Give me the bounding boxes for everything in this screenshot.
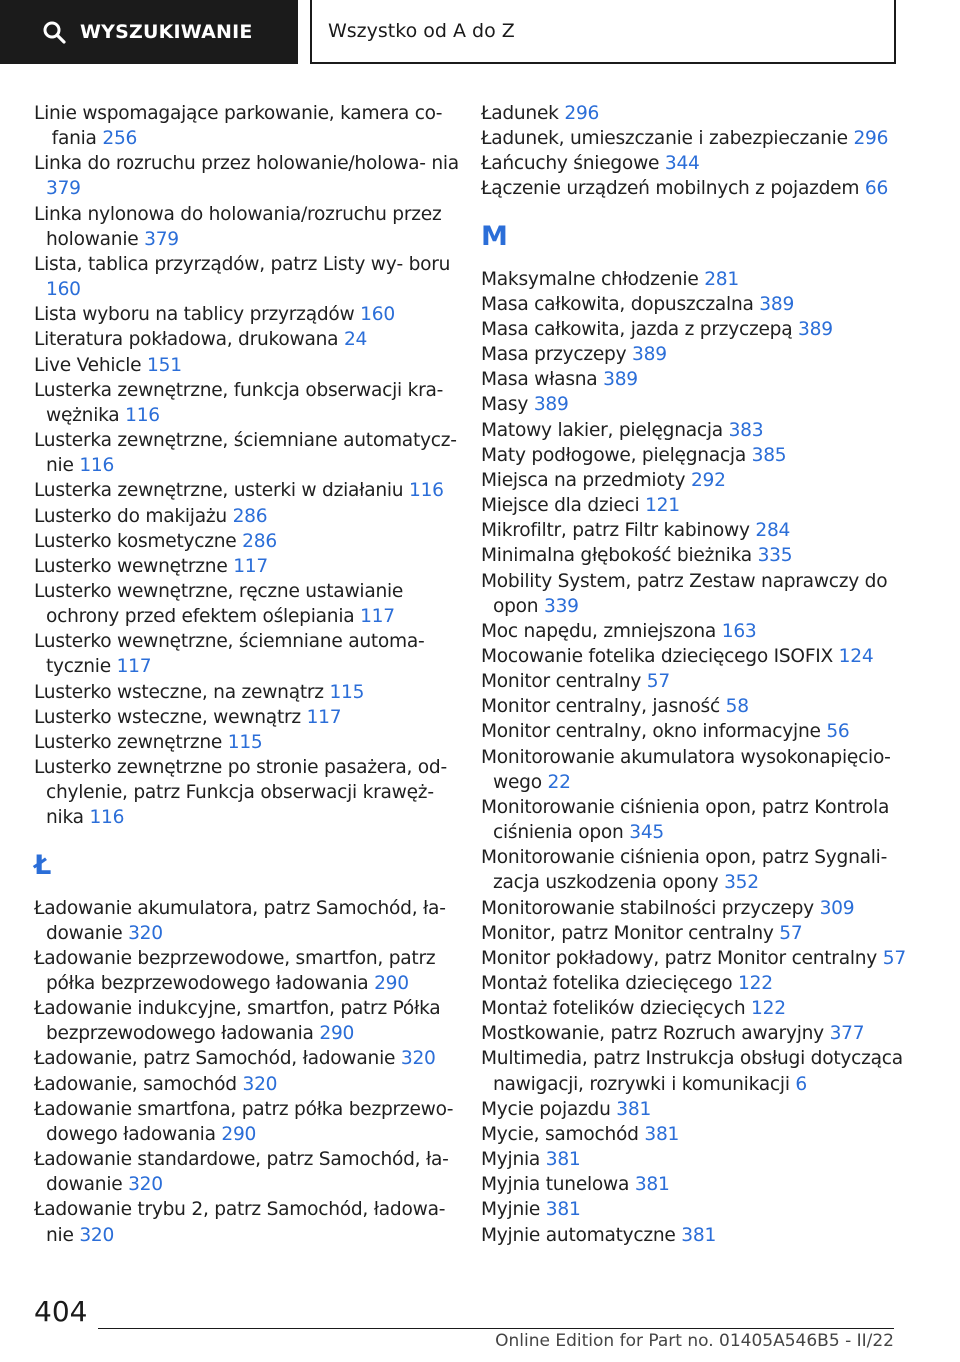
footer-divider (98, 1328, 894, 1329)
page-link[interactable]: 385 (751, 444, 787, 466)
index-entry (34, 680, 464, 705)
index-entry-text: Ładowanie bezprzewodowe, smartfon, patrz półka bezprzewodowego ładowania (34, 947, 436, 994)
index-entry-text: Mycie, samochód (481, 1123, 639, 1145)
index-entry (481, 619, 911, 644)
page-number: 404 (34, 1295, 88, 1328)
index-entry (481, 443, 911, 468)
page-link[interactable]: 389 (759, 293, 795, 315)
index-entry (34, 101, 464, 151)
index-entry (481, 342, 911, 367)
edition-footer: Online Edition for Part no. 01405A546B5 - II/22 (495, 1331, 894, 1351)
page-link[interactable]: 163 (721, 620, 757, 642)
index-entry-text: Monitorowanie stabilności przyczepy (481, 897, 814, 919)
index-entry-text: Mycie pojazdu (481, 1098, 611, 1120)
page-link[interactable]: 379 (46, 178, 81, 200)
index-entry-text: Literatura pokładowa, drukowana (34, 329, 339, 351)
index-entry (481, 795, 911, 845)
index-entry-text: Masy (481, 394, 529, 416)
index-entry (481, 126, 911, 151)
index-entry (481, 1021, 911, 1046)
index-entry (34, 554, 464, 579)
page-link[interactable]: 345 (629, 822, 664, 844)
page-link[interactable]: 389 (603, 369, 638, 391)
index-entry-text: Ładunek (481, 103, 559, 124)
page-link[interactable]: 117 (233, 555, 268, 577)
page-link[interactable]: 117 (360, 606, 395, 628)
index-entry-text: Łączenie urządzeń mobilnych z pojazdem (481, 178, 860, 200)
index-entry (481, 493, 911, 518)
index-entry-text: Lusterko zewnętrzne po stronie pasażera, od‐ chylenie, patrz Funkcja obserwacji krawęż‐ nika (34, 757, 447, 829)
index-entry (34, 327, 464, 352)
page-link[interactable]: 335 (757, 545, 793, 567)
index-entry (34, 151, 464, 201)
index-entry-text: Monitor centralny, jasność (481, 696, 720, 718)
page-link[interactable]: 389 (533, 394, 569, 416)
index-entry-text: Ładowanie standardowe, patrz Samochód, ła‐ dowanie (34, 1149, 449, 1196)
page-link[interactable]: 320 (128, 922, 163, 944)
index-entry-text: Mostkowanie, patrz Rozruch awaryjny (481, 1023, 824, 1045)
index-entry (34, 504, 464, 529)
page-link[interactable]: 320 (128, 1174, 163, 1196)
index-entry (34, 378, 464, 428)
index-entry (34, 1197, 464, 1247)
index-entry-text: Lusterko wewnętrzne, ściemniane automa‐ tycznie (34, 631, 425, 678)
index-entry (481, 267, 911, 292)
page-link[interactable]: 151 (147, 354, 182, 376)
page-link[interactable]: 389 (632, 344, 667, 366)
index-entry-text: Mocowanie fotelika dziecięcego ISOFIX (481, 645, 833, 667)
index-entry-text: Lusterko zewnętrzne (34, 731, 223, 753)
index-tab[interactable] (310, 0, 896, 64)
index-entry (481, 317, 911, 342)
index-entry-text: Ładowanie akumulatora, patrz Samochód, ła‐ dowanie (34, 897, 446, 944)
index-entry-text: Myjnie automatyczne (481, 1224, 676, 1246)
page-link[interactable]: 66 (864, 178, 889, 200)
index-entry (481, 971, 911, 996)
index-entry (34, 1072, 464, 1097)
page-link[interactable]: 22 (547, 771, 571, 793)
index-entry (34, 629, 464, 679)
page-link[interactable]: 286 (232, 505, 268, 527)
index-entry (34, 529, 464, 554)
index-entry-text: Lista, tablica przyrządów, patrz Listy wy‐ boru (34, 253, 451, 275)
index-entry (481, 644, 911, 669)
index-entry (481, 669, 911, 694)
index-entry-text: Lusterko wewnętrzne (34, 555, 228, 577)
index-entry (34, 302, 464, 327)
index-entry-text: Lusterko wsteczne, wewnątrz (34, 706, 301, 728)
page-link[interactable]: 383 (728, 419, 764, 441)
page-link[interactable]: 160 (360, 304, 395, 326)
index-entry-text: Myjnia (481, 1149, 541, 1171)
page-link[interactable]: 320 (400, 1048, 436, 1070)
page-link[interactable]: 56 (826, 721, 850, 743)
index-entry (481, 101, 911, 126)
index-entry-text: Masa całkowita, jazda z przyczepą (481, 318, 793, 340)
index-entry-text: Ładowanie, samochód (34, 1073, 237, 1095)
index-entry (34, 579, 464, 629)
page-link[interactable]: 352 (724, 872, 759, 894)
index-entry-text: Lusterko wsteczne, na zewnątrz (34, 681, 324, 703)
page-link[interactable]: 290 (374, 973, 409, 994)
index-entry (481, 1147, 911, 1172)
page-link[interactable]: 381 (616, 1098, 652, 1120)
index-entry-text: Monitorowanie ciśnienia opon, patrz Kontrola ciśnienia opon (481, 796, 890, 844)
index-entry-text: Miejsce dla dzieci (481, 495, 640, 517)
index-entry-text: Linka do rozruchu przez holowanie/holowa‐ nia (34, 153, 459, 175)
page-link[interactable]: 117 (306, 706, 342, 728)
index-entry-text: Maty podłogowe, pielęgnacja (481, 444, 746, 466)
page-link[interactable]: 389 (798, 318, 833, 340)
index-tab-label: Wszystko od A do Z (328, 20, 515, 42)
index-entry (34, 946, 464, 996)
index-entry (481, 719, 911, 744)
page-link[interactable]: 379 (144, 228, 179, 250)
page-link[interactable]: 292 (690, 469, 726, 491)
index-entry (34, 1046, 464, 1071)
page-link[interactable]: 256 (102, 128, 138, 150)
index-entry-text: Monitor pokładowy, patrz Monitor centralny (481, 947, 878, 969)
page-link[interactable]: 296 (853, 128, 889, 150)
page-link[interactable]: 116 (79, 455, 115, 477)
page-link[interactable]: 57 (882, 947, 906, 969)
index-entry-text: Lusterka zewnętrzne, usterki w działaniu (34, 480, 404, 502)
index-entry-text: Lusterka zewnętrzne, funkcja obserwacji kra‐ wężnika (34, 379, 444, 426)
index-entry-text: Myjnie (481, 1199, 541, 1221)
index-entry (481, 1197, 911, 1222)
index-entry (481, 176, 911, 201)
page-link[interactable]: 115 (227, 731, 263, 753)
index-entry-text: Monitorowanie akumulatora wysokonapięcio‐ wego (481, 746, 891, 793)
page-link[interactable]: 281 (704, 268, 739, 290)
index-entry-text: Linka nylonowa do holowania/rozruchu przez holowanie (34, 203, 442, 250)
index-entry (481, 1122, 911, 1147)
index-entry-text: Łańcuchy śniegowe (481, 153, 660, 175)
page-link[interactable]: 320 (242, 1073, 278, 1095)
index-entry (34, 1097, 464, 1147)
index-column-left (34, 101, 464, 1248)
index-entry-text: Masa przyczepy (481, 344, 627, 366)
page-link[interactable]: 116 (89, 807, 125, 829)
index-entry-text: Lusterko kosmetyczne (34, 530, 237, 552)
page-link[interactable]: 381 (545, 1199, 581, 1221)
page-link[interactable]: 122 (738, 973, 773, 994)
index-entry-text: Live Vehicle (34, 354, 142, 376)
index-entry-text: Ładowanie indukcyjne, smartfon, patrz Półka bezprzewodowego ładowania (34, 998, 441, 1045)
index-entry-text: Lusterka zewnętrzne, ściemniane automatycz‐ nie (34, 430, 457, 477)
page-link[interactable]: 381 (545, 1149, 581, 1171)
index-entry (481, 921, 911, 946)
index-entry (481, 468, 911, 493)
index-entry-text: Mikrofiltr, patrz Filtr kabinowy (481, 520, 750, 542)
index-entry (481, 996, 911, 1021)
page-link[interactable]: 381 (644, 1123, 680, 1145)
page-link[interactable]: 121 (645, 495, 680, 517)
index-entry-text: Lusterko do makijażu (34, 505, 227, 527)
index-entry-text: Mobility System, patrz Zestaw naprawczy do opon (481, 570, 888, 617)
page-link[interactable]: 381 (681, 1224, 717, 1246)
index-entry-text: Multimedia, patrz Instrukcja obsługi dotycząca nawigacji, rozrywki i komunikacji (481, 1048, 903, 1095)
page-link[interactable]: 377 (829, 1023, 865, 1045)
index-entry-text: Ładowanie smartfona, patrz półka bezprzewo‐ dowego ładowania (34, 1098, 454, 1145)
page-link[interactable]: 381 (634, 1174, 670, 1196)
index-entry (481, 946, 911, 971)
index-entry (481, 543, 911, 568)
page-link[interactable]: 6 (795, 1073, 808, 1095)
top-navigation (0, 0, 960, 66)
index-entry-text: Maksymalne chłodzenie (481, 268, 699, 290)
index-entry (34, 996, 464, 1046)
page-link[interactable]: 124 (838, 645, 874, 667)
index-entry (34, 755, 464, 830)
index-entry (34, 428, 464, 478)
page-link[interactable]: 296 (564, 103, 600, 124)
index-entry-text: Masa całkowita, dopuszczalna (481, 293, 754, 315)
index-entry-text: Minimalna głębokość bieżnika (481, 545, 752, 567)
index-entry-text: Montaż fotelika dziecięcego (481, 973, 733, 994)
index-entry-text: Miejsca na przedmioty (481, 469, 686, 491)
index-entry-text: Montaż fotelików dziecięcych (481, 998, 746, 1020)
page-link[interactable]: 24 (343, 329, 368, 351)
index-entry (481, 745, 911, 795)
index-entry (34, 730, 464, 755)
index-entry (34, 705, 464, 730)
page-link[interactable]: 57 (646, 671, 670, 693)
section-letter: M (481, 220, 508, 252)
page-link[interactable]: 116 (409, 480, 444, 502)
page-link[interactable]: 115 (329, 681, 365, 703)
index-entry (481, 292, 911, 317)
index-entry (481, 418, 911, 443)
page-link[interactable]: 57 (779, 922, 803, 944)
index-entry (481, 1223, 911, 1248)
page-link[interactable]: 284 (755, 520, 791, 542)
index-entry (34, 478, 464, 503)
index-entry-text: Linie wspomagające parkowanie, kamera co‐ fania (34, 103, 443, 150)
index-entry (34, 1147, 464, 1197)
page-link[interactable]: 290 (319, 1023, 355, 1045)
page-link[interactable]: 339 (544, 595, 579, 617)
search-label: WYSZUKIWANIE (80, 21, 253, 43)
index-entry-text: Monitor centralny, okno informacyjne (481, 721, 821, 743)
index-entry (34, 353, 464, 378)
index-entry (481, 896, 911, 921)
index-column-right (481, 101, 911, 1248)
index-entry-text: Matowy lakier, pielęgnacja (481, 419, 723, 441)
index-entry (481, 1046, 911, 1096)
index-entry-text: Lista wyboru na tablicy przyrządów (34, 304, 355, 326)
index-entry-text: Myjnia tunelowa (481, 1174, 630, 1196)
index-entry-text: Ładowanie, patrz Samochód, ładowanie (34, 1048, 396, 1070)
index-entry (481, 151, 911, 176)
index-entry-text: Moc napędu, zmniejszona (481, 620, 717, 642)
index-entry (481, 569, 911, 619)
index-entry-text: Lusterko wewnętrzne, ręczne ustawianie ochrony przed efektem oślepiania (34, 580, 404, 628)
page-link[interactable]: 58 (725, 696, 749, 718)
index-entry (481, 845, 911, 895)
index-entry (481, 694, 911, 719)
page-link[interactable]: 286 (242, 530, 277, 552)
index-entry (34, 202, 464, 252)
index-entry (34, 252, 464, 302)
page-link[interactable]: 309 (819, 897, 855, 919)
page-link[interactable]: 117 (116, 656, 152, 678)
index-entry (481, 1172, 911, 1197)
index-entry-text: Monitor centralny (481, 671, 642, 693)
index-entry (481, 1097, 911, 1122)
index-entry-text: Monitorowanie ciśnienia opon, patrz Sygnali‐ zacja uszkodzenia opony (481, 847, 888, 894)
index-entry-text: Masa własna (481, 369, 598, 391)
page-link[interactable]: 344 (664, 153, 700, 175)
page-link[interactable]: 160 (46, 279, 81, 301)
index-entry (34, 896, 464, 946)
page-link[interactable]: 122 (751, 998, 786, 1020)
index-entry (481, 518, 911, 543)
page-link[interactable]: 290 (221, 1123, 257, 1145)
index-entry (481, 367, 911, 392)
index-entry-text: Ładowanie trybu 2, patrz Samochód, ładowa‐ nie (34, 1199, 446, 1246)
section-letter: Ł (34, 849, 52, 881)
search-button[interactable] (0, 0, 298, 64)
index-entry-text: Ładunek, umieszczanie i zabezpieczanie (481, 128, 848, 150)
index-entry (481, 392, 911, 417)
page-link[interactable]: 320 (79, 1224, 115, 1246)
page-link[interactable]: 116 (125, 404, 160, 426)
search-icon (42, 20, 66, 44)
index-entry-text: Monitor, patrz Monitor centralny (481, 922, 774, 944)
